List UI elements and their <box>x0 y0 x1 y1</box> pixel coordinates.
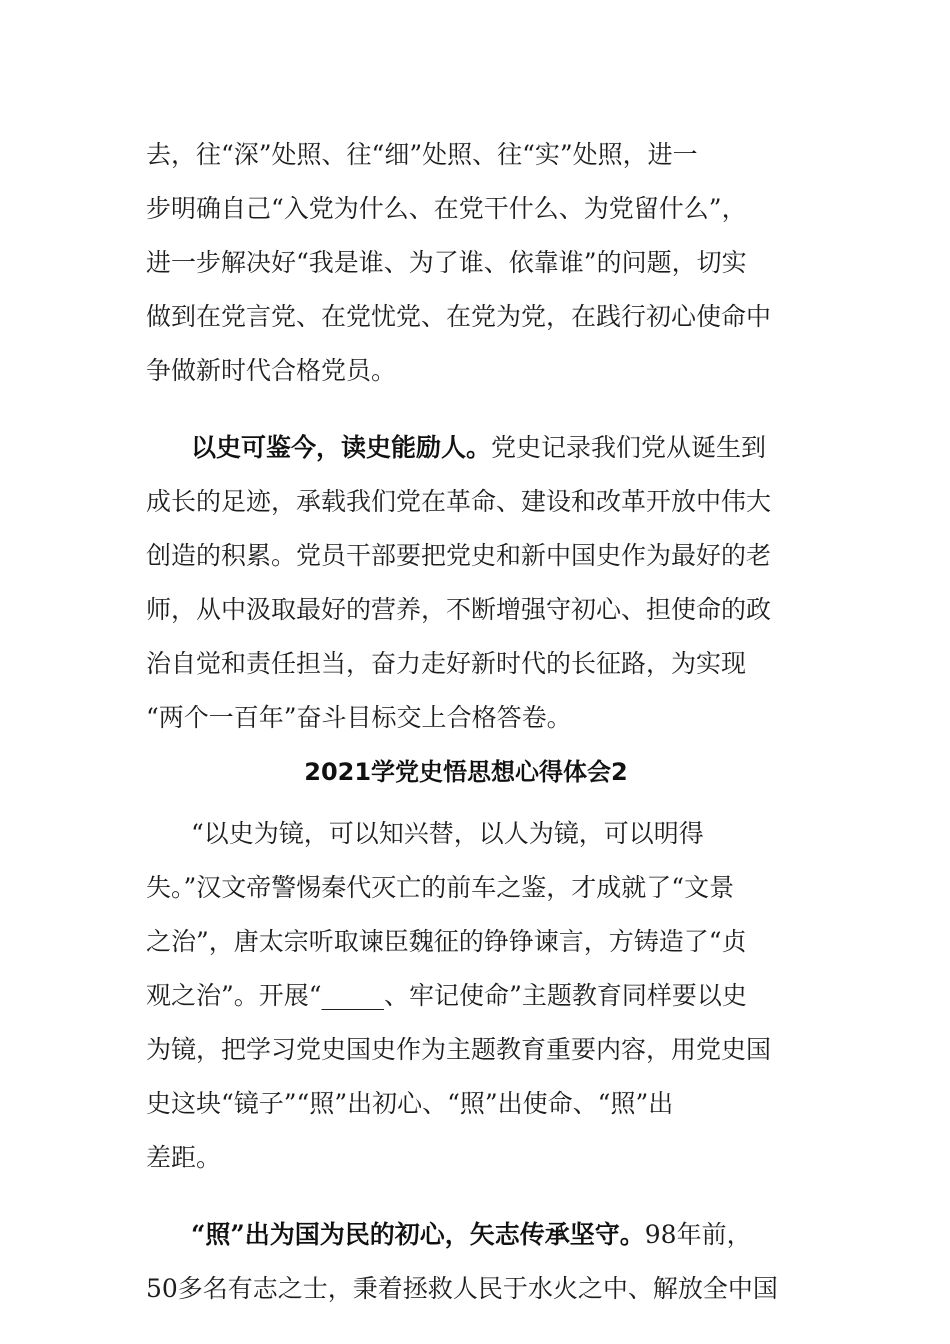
text-line: 治自觉和责任担当，奋力走好新时代的长征路，为实现 <box>146 649 747 678</box>
text-run: 党史记录我们党从诞生到 <box>491 433 767 462</box>
text-line: 差距。 <box>146 1143 222 1172</box>
text-line: “两个一百年”奋斗目标交上合格答卷。 <box>146 703 572 732</box>
text-line: 观之治”。开展“_____、牢记使命”主题教育同样要以史 <box>146 981 747 1010</box>
paragraph-spacer <box>146 1185 796 1208</box>
text-line: 师，从中汲取最好的营养，不断增强守初心、担使命的政 <box>146 595 772 624</box>
text-line: 之治”，唐太宗听取谏臣魏征的铮铮谏言，方铸造了“贞 <box>146 927 747 956</box>
paragraph-spacer <box>146 398 796 421</box>
paragraph-1 <box>146 128 796 398</box>
text-line: 史这块“镜子”“照”出初心、“照”出使命、“照”出 <box>146 1089 674 1118</box>
section-heading: 2021学党史悟思想心得体会2 <box>304 758 628 786</box>
text-run: 98年前， <box>644 1220 752 1249</box>
text-line: 进一步解决好“我是谁、为了谁、依靠谁”的问题，切实 <box>146 248 747 277</box>
text-line <box>146 421 796 475</box>
text-line <box>146 1208 796 1262</box>
text-line: 创造的积累。党员干部要把党史和新中国史作为最好的老 <box>146 541 772 570</box>
heading-spacer <box>146 799 796 807</box>
text-line: 争做新时代合格党员。 <box>146 356 397 385</box>
text-line: 为镜，把学习党史国史作为主题教育重要内容，用党史国 <box>146 1035 772 1064</box>
text-line: 步明确自己“入党为什么、在党干什么、为党留什么”， <box>146 194 747 223</box>
document-body <box>146 128 796 1316</box>
paragraph-2 <box>146 421 796 745</box>
text-line: “以史为镜，可以知兴替，以人为镜，可以明得 <box>191 819 704 848</box>
text-line: 成长的足迹，承载我们党在革命、建设和改革开放中伟大 <box>146 487 772 516</box>
paragraph-3 <box>146 807 796 1185</box>
paragraph-4 <box>146 1208 796 1316</box>
paragraph-lead-bold: “照”出为国为民的初心，矢志传承坚守。 <box>191 1220 645 1249</box>
paragraph-lead-bold: 以史可鉴今，读史能励人。 <box>191 433 492 462</box>
text-line: 50多名有志之士，秉着拯救人民于水火之中、解放全中国 <box>146 1274 778 1303</box>
text-line: 失。”汉文帝警惕秦代灭亡的前车之鉴，才成就了“文景 <box>146 873 735 902</box>
text-line: 去，往“深”处照、往“细”处照、往“实”处照，进一 <box>146 140 698 169</box>
text-line: 做到在党言党、在党忧党、在党为党，在践行初心使命中 <box>146 302 772 331</box>
